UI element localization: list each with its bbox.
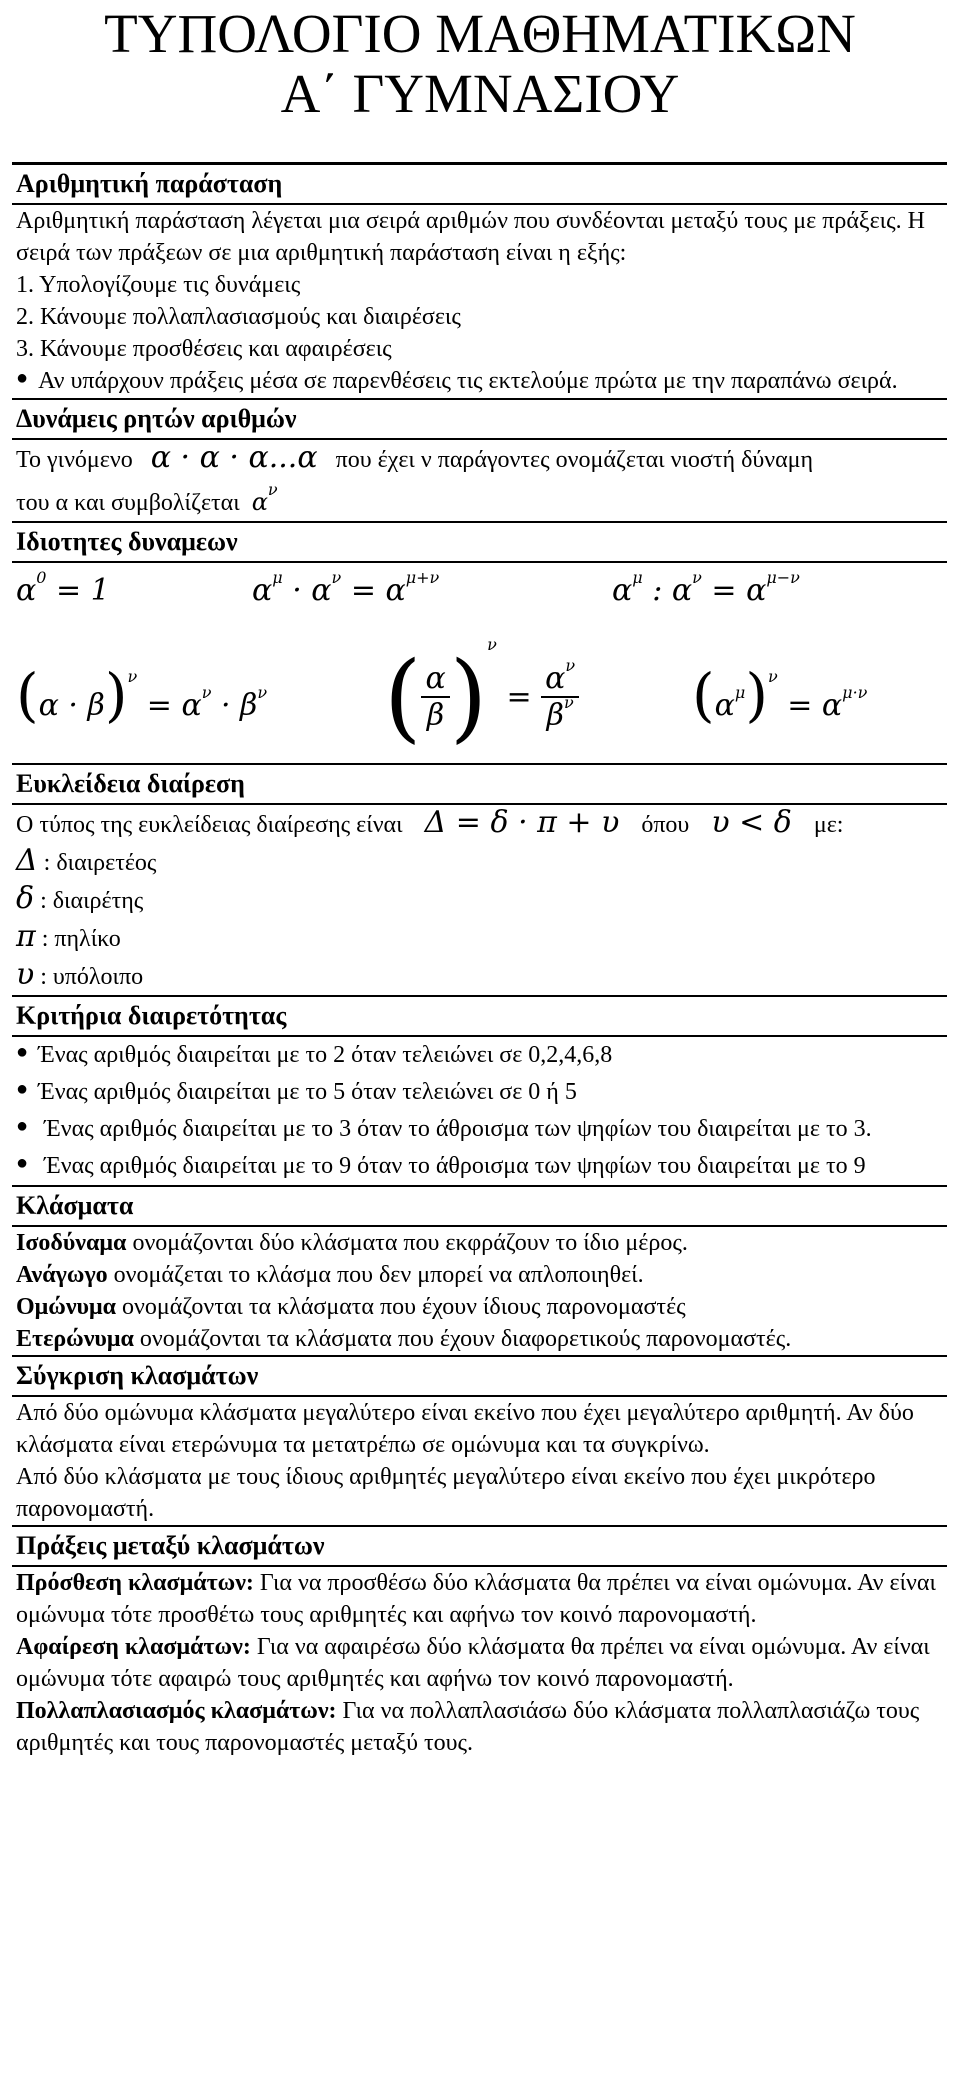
title-line-2: Α΄ ΓΥΜΝΑΣΙΟΥ <box>280 63 680 124</box>
powers-body <box>12 440 947 521</box>
power-symbol: α <box>251 488 268 516</box>
euclidean-division-body <box>12 805 947 995</box>
division-formula: Δ = δ · π + υ <box>424 805 620 840</box>
formula-power-of-power: $(\alpha^\mu)^\nu = \alpha^{\mu\cdot\nu}$ <box>692 661 868 729</box>
power-exponent: ν <box>267 480 278 499</box>
bullet-item: ● Ένας αριθμός διαιρείται με το 2 όταν τελειώνει σε 0,2,4,6,8 <box>16 1037 943 1074</box>
formula-sheet <box>12 162 947 2082</box>
remainder-condition: υ < δ <box>711 805 792 840</box>
definition-item: Ετερώνυμα ονομάζονται τα κλάσματα που έχουν διαφορετικούς παρονομαστές. <box>16 1326 792 1352</box>
definition-item: Ισοδύναμα ονομάζονται δύο κλάσματα που εκφράζουν το ίδιο μέρος. <box>16 1230 688 1256</box>
list-item: 2. Κάνουμε πολλαπλασιασμούς και διαιρέσεις <box>16 304 461 330</box>
definition-item: Πολλαπλασιασμός κλασμάτων: Για να πολλαπλασιάσω δύο κλάσματα πολλαπλασιάζω τους αριθμητές και τους παρονομαστές μεταξύ τους. <box>16 1698 920 1756</box>
formula-zero-power: $\alpha^0 = 1$ <box>16 568 110 608</box>
definition-item: Δ : διαιρετέος <box>16 843 157 878</box>
paragraph: Αριθμητική παράσταση λέγεται μια σειρά αριθμών που συνδέονται μεταξύ τους με πράξεις. Η σειρά των πράξεων σε μια αριθμητική παράσταση είναι η εξής: <box>16 208 925 266</box>
definition-item: Αφαίρεση κλασμάτων: Για να αφαιρέσω δύο κλάσματα θα πρέπει να είναι ομώνυμα. Αν είναι ομώνυμα τότε αφαιρώ τους αριθμητές και αφήνω τον κοινό παρονομαστή. <box>16 1634 930 1692</box>
divisibility-body <box>12 1037 947 1185</box>
section-heading-arithmetic-expression: Αριθμητική παράσταση <box>12 162 947 205</box>
text: Το γινόμενο <box>16 447 133 473</box>
paragraph: Από δύο κλάσματα με τους ίδιους αριθμητές μεγαλύτερο είναι εκείνο που έχει μικρότερο παρονομαστή. <box>16 1464 876 1522</box>
definition-item: Ομώνυμα ονομάζονται τα κλάσματα που έχουν ίδιους παρονομαστές <box>16 1294 686 1320</box>
product-expression: α · α · α...α <box>150 440 318 475</box>
bullet-item: ● Ένας αριθμός διαιρείται με το 5 όταν τελειώνει σε 0 ή 5 <box>16 1074 943 1111</box>
fraction-operations-body <box>12 1567 947 1759</box>
definition-item: δ : διαιρέτης <box>16 881 144 916</box>
text: του α και συμβολίζεται <box>16 490 240 516</box>
definition-item: Ανάγωγο ονομάζεται το κλάσμα που δεν μπορεί να απλοποιηθεί. <box>16 1262 644 1288</box>
section-heading-fractions: Κλάσματα <box>12 1185 947 1227</box>
section-heading-fraction-comparison: Σύγκριση κλασμάτων <box>12 1355 947 1397</box>
fractions-body <box>12 1227 947 1355</box>
bullet-item: ● Ένας αριθμός διαιρείται με το 3 όταν το άθροισμα των ψηφίων του διαιρείται με το 3. <box>16 1111 943 1148</box>
definition-item: υ : υπόλοιπο <box>16 957 144 992</box>
section-heading-power-properties: Ιδιοτητες δυναμεων <box>12 521 947 563</box>
arithmetic-expression-body <box>12 205 947 398</box>
paragraph: Από δύο ομώνυμα κλάσματα μεγαλύτερο είναι εκείνο που έχει μεγαλύτερο αριθμητή. Αν δύο κλάσματα είναι ετερώνυμα τα μετατρέπω σε ομώνυμα και τα συγκρίνω. <box>16 1400 914 1458</box>
formula-power-of-quotient: ( $\frac{\alpha}{\beta}$ )$^\nu$ = $\frac{\alpha^\nu}{\beta^\nu}$ <box>384 641 579 753</box>
section-heading-divisibility: Κριτήρια διαιρετότητας <box>12 995 947 1037</box>
formula-power-of-product: $(\alpha \cdot \beta)^\nu = \alpha^\nu \cdot \beta^\nu$ <box>16 661 268 729</box>
page-title <box>0 0 960 124</box>
text: όπου <box>641 812 690 838</box>
list-item: 3. Κάνουμε προσθέσεις και αφαιρέσεις <box>16 336 392 362</box>
section-heading-euclidean-division: Ευκλείδεια διαίρεση <box>12 763 947 805</box>
formula-product-of-powers: $\alpha^\mu \cdot \alpha^\nu = \alpha^{\mu+\nu}$ <box>252 568 440 608</box>
fraction-comparison-body <box>12 1397 947 1525</box>
section-heading-fraction-operations: Πράξεις μεταξύ κλασμάτων <box>12 1525 947 1567</box>
formula-quotient-of-powers: $\alpha^\mu$ : $\alpha^\nu = \alpha^{\mu-\nu}$ <box>612 568 800 608</box>
definition-item: Πρόσθεση κλασμάτων: Για να προσθέσω δύο κλάσματα θα πρέπει να είναι ομώνυμα. Αν είναι ομώνυμα τότε προσθέτω τους αριθμητές και αφήνω τον κοινό παρονομαστή. <box>16 1570 936 1628</box>
text: με: <box>813 812 844 838</box>
bullet-item: ● Ένας αριθμός διαιρείται με το 9 όταν το άθροισμα των ψηφίων του διαιρείται με το 9 <box>16 1148 943 1185</box>
title-line-1: ΤΥΠΟΛΟΓΙΟ ΜΑΘΗΜΑΤΙΚΩΝ <box>104 3 856 64</box>
text: που έχει ν παράγοντες ονομάζεται νιοστή δύναμη <box>335 447 814 473</box>
bullet-item: ● Αν υπάρχουν πράξεις μέσα σε παρενθέσεις τις εκτελούμε πρώτα με την παραπάνω σειρά. <box>16 365 943 398</box>
text: Ο τύπος της ευκλείδειας διαίρεσης είναι <box>16 812 403 838</box>
list-item: 1. Υπολογίζουμε τις δυνάμεις <box>16 272 301 298</box>
power-properties-formulas <box>12 563 947 763</box>
section-heading-powers: Δυνάμεις ρητών αριθμών <box>12 398 947 440</box>
definition-item: π : πηλίκο <box>16 919 121 954</box>
